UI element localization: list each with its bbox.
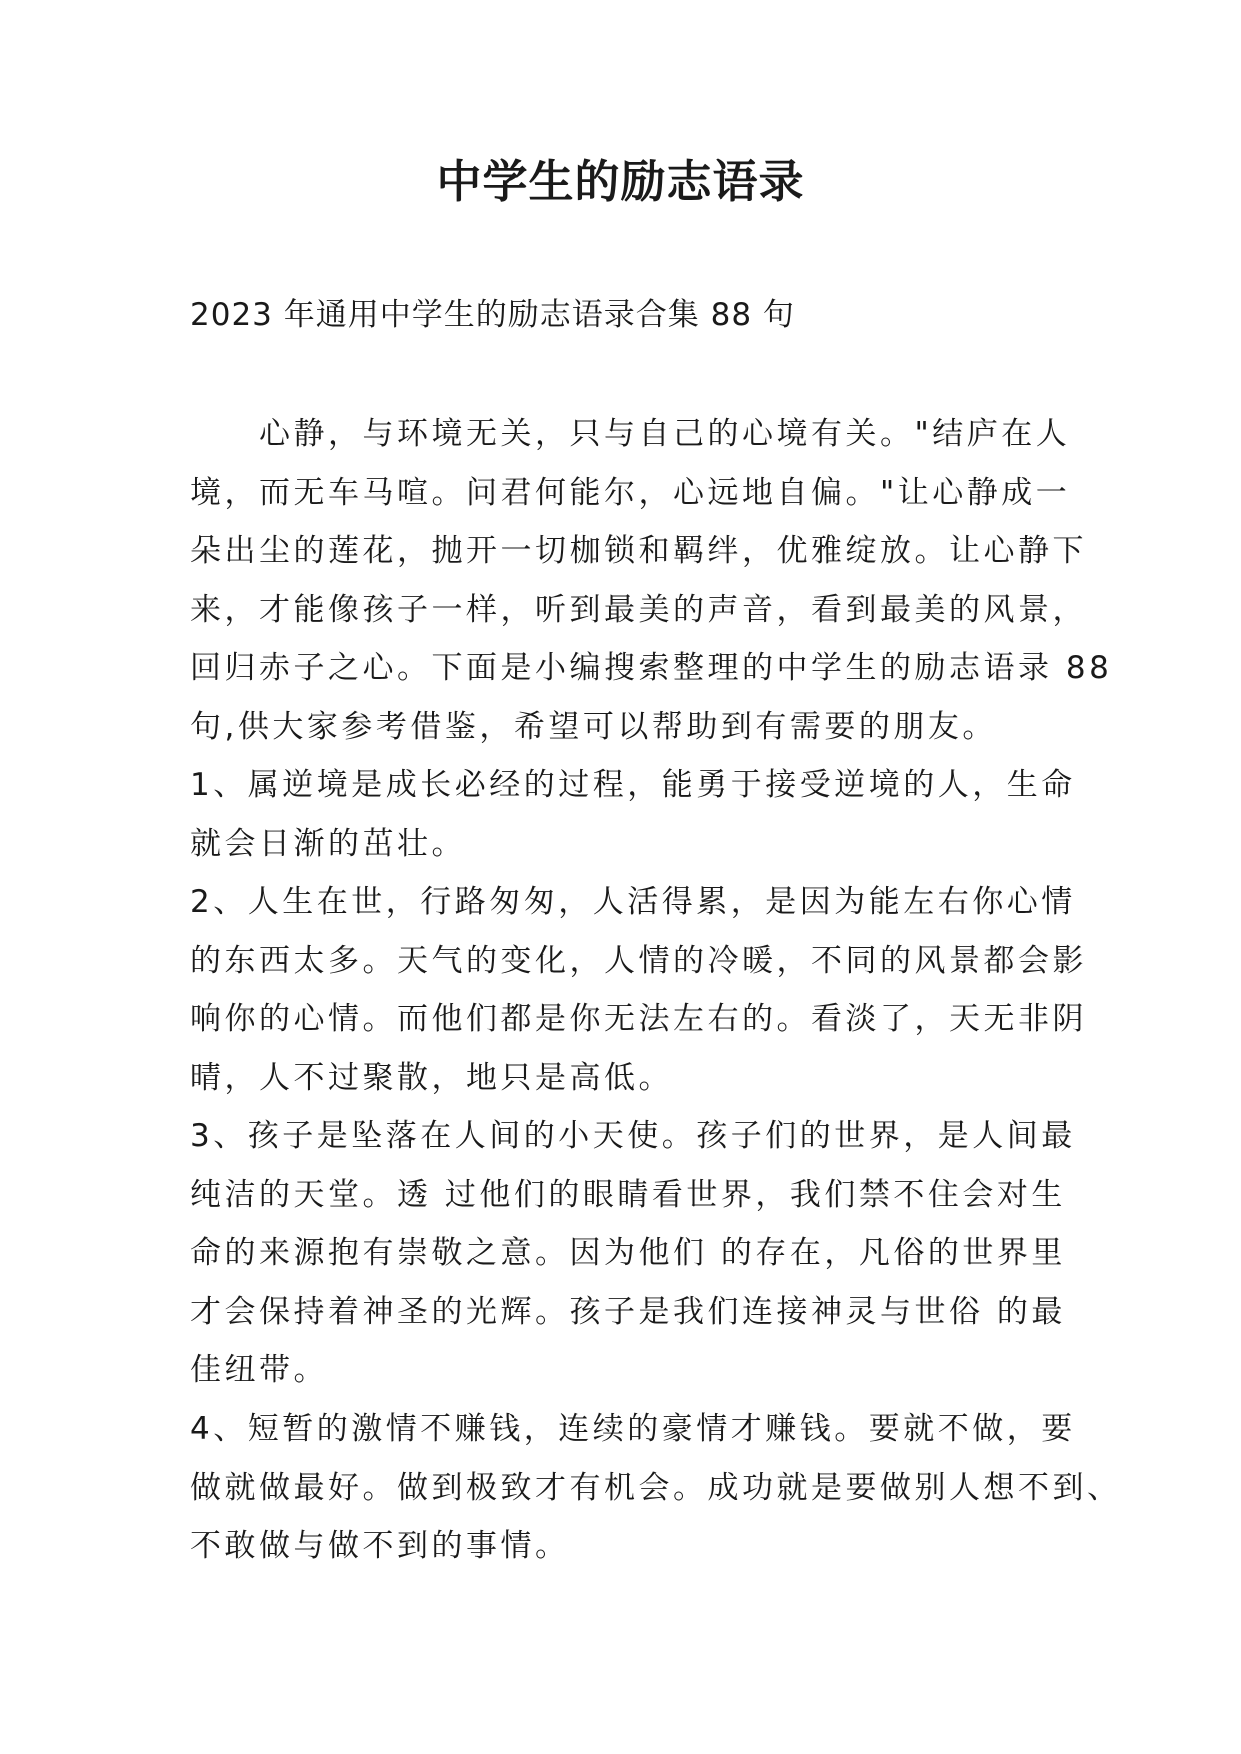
paragraph-line: 的东西太多。天气的变化，人情的冷暖，不同的风景都会影: [190, 942, 1087, 979]
paragraph-line: 做就做最好。做到极致才有机会。成功就是要做别人想不到、: [190, 1469, 1122, 1506]
paragraph-line: 响你的心情。而他们都是你无法左右的。看淡了，天无非阴: [190, 1001, 1087, 1037]
paragraph-line: 朵出尘的莲花，抛开一切枷锁和羁绊，优雅绽放。让心静下: [190, 533, 1087, 569]
paragraph-line: 佳纽带。: [190, 1352, 328, 1388]
paragraph-line: 才会保持着神圣的光辉。孩子是我们连接神灵与世俗 的最: [190, 1293, 1066, 1330]
quote-item-2: [190, 873, 1087, 1107]
paragraph-line: 4、短暂的激情不赚钱，连续的豪情才赚钱。要就不做，要: [190, 1411, 1076, 1447]
paragraph-line: 不敢做与做不到的事情。: [190, 1528, 570, 1564]
paragraph-line: 来，才能像孩子一样，听到最美的声音，看到最美的风景，: [190, 591, 1087, 628]
paragraph-line: 心静，与环境无关，只与自己的心境有关。"结庐在人: [190, 416, 1071, 452]
intro-paragraph: [190, 405, 1113, 756]
document-title: 中学生的励志语录: [436, 155, 805, 208]
document-subtitle: 2023 年通用中学生的励志语录合集 88 句: [190, 297, 795, 333]
paragraph-line: 回归赤子之心。下面是小编搜索整理的中学生的励志语录 88: [190, 650, 1113, 686]
quote-item-1: [190, 756, 1080, 873]
paragraph-line: 纯洁的天堂。透 过他们的眼睛看世界，我们禁不住会对生: [190, 1176, 1066, 1213]
paragraph-line: 句,供大家参考借鉴，希望可以帮助到有需要的朋友。: [190, 708, 997, 745]
quote-item-4: [190, 1400, 1122, 1576]
paragraph-line: 就会日渐的茁壮。: [190, 825, 466, 862]
quote-item-3: [190, 1107, 1080, 1400]
paragraph-line: 3、孩子是坠落在人间的小天使。孩子们的世界，是人间最: [190, 1118, 1076, 1154]
paragraph-line: 境，而无车马喧。问君何能尔，心远地自偏。"让心静成一: [190, 474, 1071, 511]
paragraph-line: 命的来源抱有崇敬之意。因为他们 的存在，凡俗的世界里: [190, 1235, 1066, 1271]
paragraph-line: 1、属逆境是成长必经的过程，能勇于接受逆境的人，生命: [190, 767, 1076, 803]
paragraph-line: 晴，人不过聚散，地只是高低。: [190, 1059, 673, 1096]
paragraph-line: 2、人生在世，行路匆匆，人活得累，是因为能左右你心情: [190, 884, 1076, 920]
